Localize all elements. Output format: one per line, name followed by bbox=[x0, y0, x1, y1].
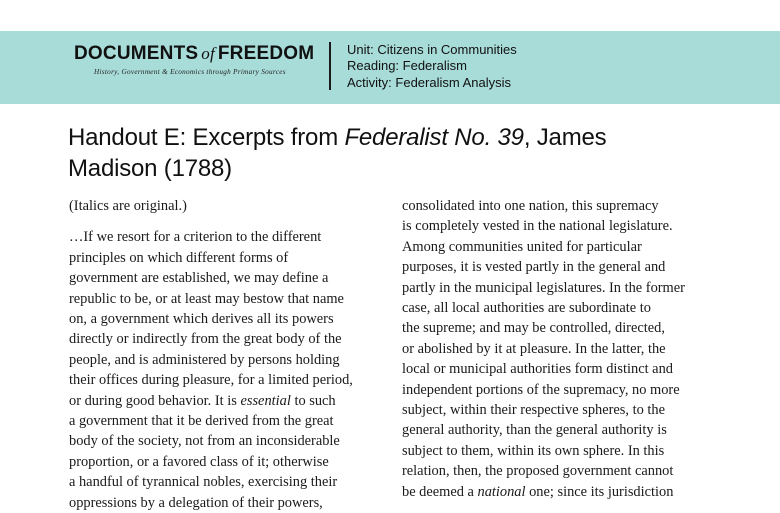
header-divider bbox=[329, 42, 331, 90]
text-line: a government that it be derived from the great bbox=[69, 413, 334, 430]
text-line: …If we resort for a criterion to the different bbox=[69, 229, 322, 246]
text-line: subject, within their respective spheres, to the bbox=[402, 402, 665, 419]
logo-subtitle: History, Government & Economics through Primary Sources bbox=[94, 68, 286, 76]
unit-label: Unit: Citizens in Communities bbox=[347, 42, 517, 57]
right-column bbox=[402, 196, 685, 502]
text-line: government are established, we may define a bbox=[69, 270, 329, 287]
reading-label: Reading: Federalism bbox=[347, 58, 467, 74]
documents-of-freedom-logo bbox=[74, 43, 314, 76]
text-line: on, a government which derives all its powers bbox=[69, 311, 334, 328]
text-line: principles on which different forms of bbox=[69, 249, 289, 266]
activity-label: Activity: Federalism Analysis bbox=[347, 74, 511, 90]
text-line: independent portions of the supremacy, no more bbox=[402, 381, 680, 398]
text-line: directly or indirectly from the great body of the bbox=[69, 331, 342, 348]
text-line: body of the society, not from an inconsiderable bbox=[69, 433, 340, 450]
unit-info bbox=[347, 42, 517, 91]
text-line: their offices during pleasure, for a limited period, bbox=[69, 372, 353, 389]
text-line: people, and is administered by persons holding bbox=[69, 351, 340, 368]
italics-note: (Italics are original.) bbox=[69, 198, 187, 214]
text-line: case, all local authorities are subordinate to bbox=[402, 300, 651, 317]
italic-national: national bbox=[477, 483, 526, 500]
text-line: Among communities united for particular bbox=[402, 238, 642, 255]
page-header bbox=[0, 31, 780, 104]
logo-word-of: of bbox=[201, 44, 215, 63]
italic-essential: essential bbox=[240, 392, 291, 409]
logo-word-documents: DOCUMENTS bbox=[74, 43, 199, 64]
handout-title bbox=[68, 122, 708, 184]
title-italic: Federalist No. 39 bbox=[344, 124, 524, 151]
text-line: relation, then, the proposed government cannot bbox=[402, 463, 674, 480]
text-line: consolidated into one nation, this supremacy bbox=[402, 198, 659, 214]
text-line: or abolished by it at pleasure. In the latter, the bbox=[402, 340, 666, 357]
text-line: subject to them, within its own sphere. In this bbox=[402, 442, 665, 459]
text-line: republic to be, or at least may bestow that name bbox=[69, 290, 344, 307]
text-line: proportion, or a favored class of it; otherwise bbox=[69, 453, 329, 470]
text-line: local or municipal authorities form distinct and bbox=[402, 361, 673, 378]
text-line: oppressions by a delegation of their powers, bbox=[69, 494, 323, 511]
text-line: is completely vested in the national legislature. bbox=[402, 218, 673, 235]
text-line: purposes, it is vested partly in the general and bbox=[402, 259, 666, 276]
top-margin bbox=[0, 0, 780, 31]
text-line: general authority, than the general authority is bbox=[402, 422, 667, 439]
title-part2: , James bbox=[523, 124, 607, 151]
title-line2: Madison (1788) bbox=[68, 155, 232, 182]
text-segment: or during good behavior. It is bbox=[69, 392, 241, 409]
text-segment: one; since its jurisdiction bbox=[525, 483, 674, 500]
text-line-national bbox=[402, 482, 685, 502]
logo-title bbox=[74, 43, 314, 65]
text-line: a handful of tyrannical nobles, exercising their bbox=[69, 474, 338, 491]
text-line: partly in the municipal legislatures. In the former bbox=[402, 279, 685, 296]
left-column bbox=[69, 196, 353, 513]
text-line: the supreme; and may be controlled, directed, bbox=[402, 320, 665, 337]
title-part1: Handout E: Excerpts from bbox=[68, 124, 345, 151]
text-line-essential bbox=[69, 391, 353, 411]
text-segment: to such bbox=[290, 392, 336, 409]
logo-word-freedom: FREEDOM bbox=[217, 43, 315, 64]
text-segment: be deemed a bbox=[402, 483, 478, 500]
